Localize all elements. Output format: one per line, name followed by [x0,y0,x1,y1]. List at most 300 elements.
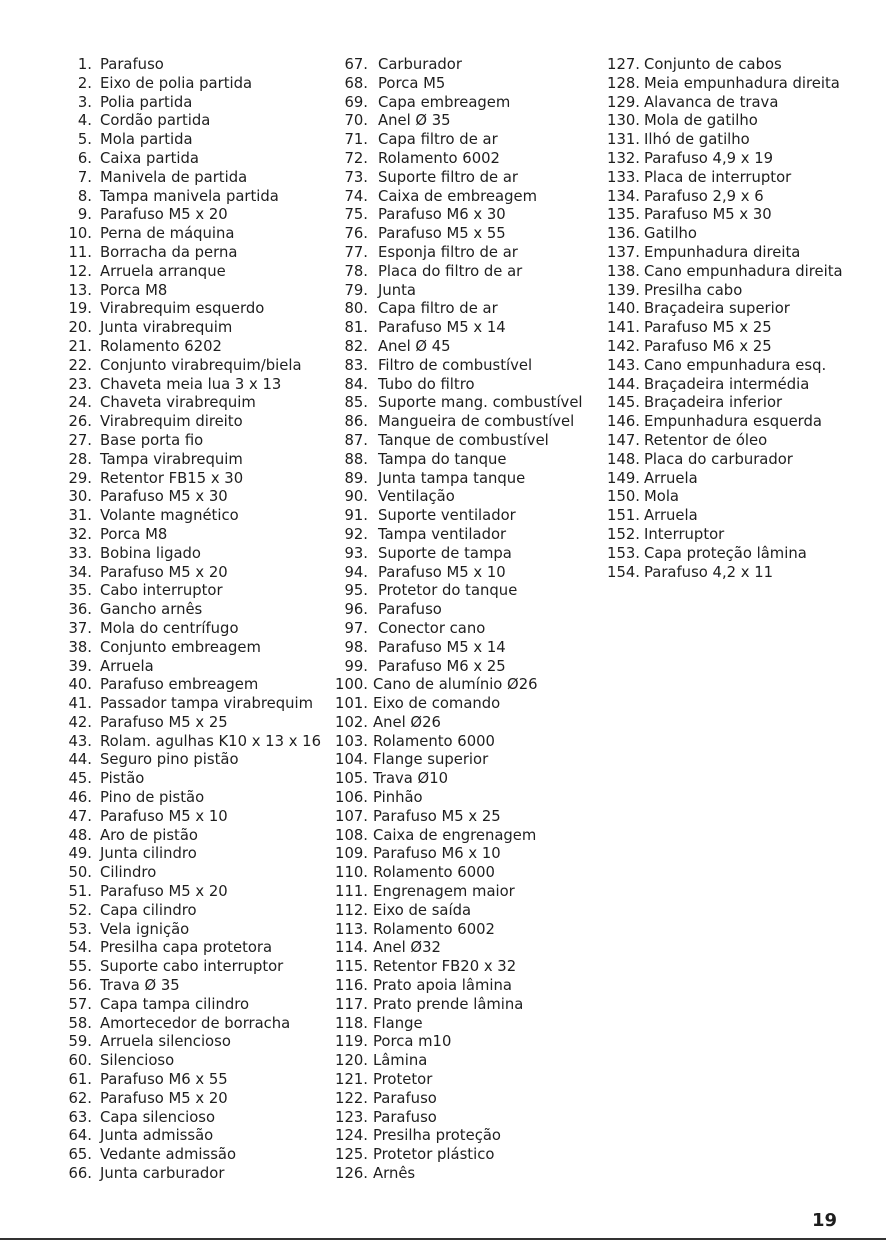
part-number: 143. [607,356,640,374]
part-list-item [600,376,870,395]
part-number: 40. [68,676,92,694]
part-number: 123. [335,1108,368,1126]
part-number: 20. [68,319,92,337]
part-list-item [328,883,598,902]
part-list-item [50,845,320,864]
part-number: 124. [335,1127,368,1145]
part-list-item [328,1033,598,1052]
part-name: Parafuso M5 x 10 [100,807,228,825]
part-list-item [328,526,598,545]
part-number: 125. [335,1146,368,1164]
part-list-item [50,921,320,940]
part-number: 56. [68,977,92,995]
part-number: 83. [344,356,368,374]
part-list-item [600,188,870,207]
part-number: 105. [335,770,368,788]
part-number: 137. [607,243,640,261]
part-list-item [50,206,320,225]
part-list-item [328,188,598,207]
part-name: Passador tampa virabrequim [100,695,314,713]
part-number: 90. [344,488,368,506]
part-list-item [600,507,870,526]
part-name: Arruela [644,507,698,525]
part-list-item [600,56,870,75]
part-name: Parafuso M6 x 25 [644,337,772,355]
part-number: 109. [335,845,368,863]
part-list-item [328,921,598,940]
part-name: Parafuso M6 x 25 [378,657,506,675]
part-name: Anel Ø 35 [378,112,451,130]
part-name: Conector cano [378,619,486,637]
part-name: Placa do carburador [644,450,793,468]
part-list-item [328,1165,598,1184]
part-list-item [328,319,598,338]
part-list-item [328,1127,598,1146]
part-list-item [50,357,320,376]
part-number: 67. [344,56,368,73]
part-name: Placa do filtro de ar [378,262,523,280]
part-number: 115. [335,958,368,976]
part-list-item [50,1127,320,1146]
part-name: Retentor de óleo [644,431,768,449]
part-name: Filtro de combustível [378,356,533,374]
part-name: Alavanca de trava [644,93,779,111]
part-number: 54. [68,939,92,957]
part-number: 48. [68,826,92,844]
part-name: Polia partida [100,93,193,111]
part-name: Seguro pino pistão [100,751,239,769]
part-number: 127. [607,56,640,73]
part-list-item [328,639,598,658]
part-name: Junta admissão [100,1127,214,1145]
part-number: 153. [607,544,640,562]
part-number: 117. [335,995,368,1013]
part-list-item [328,131,598,150]
part-list-item [328,470,598,489]
part-name: Parafuso embreagem [100,676,259,694]
part-name: Parafuso M6 x 55 [100,1071,228,1089]
part-list-item [50,1109,320,1128]
part-number: 19. [68,300,92,318]
part-name: Carburador [378,56,462,73]
part-name: Arruela arranque [100,262,226,280]
part-number: 28. [68,450,92,468]
part-name: Capa filtro de ar [378,131,498,149]
part-name: Vela ignição [100,920,190,938]
part-number: 65. [68,1146,92,1164]
part-number: 26. [68,413,92,431]
part-number: 107. [335,807,368,825]
part-list-item [328,1109,598,1128]
part-name: Manivela de partida [100,168,248,186]
part-number: 104. [335,751,368,769]
part-name: Parafuso M5 x 14 [378,319,506,337]
part-list-item [50,827,320,846]
part-name: Tanque de combustível [378,431,549,449]
parts-column-2 [328,56,598,1184]
part-list-item [328,394,598,413]
part-name: Parafuso M5 x 20 [100,563,228,581]
part-name: Arruela [100,657,154,675]
part-number: 93. [344,544,368,562]
part-list-item [50,131,320,150]
part-name: Prato apoia lâmina [373,977,512,995]
part-number: 95. [344,582,368,600]
part-name: Tampa virabrequim [100,450,243,468]
part-name: Porca m10 [373,1033,452,1051]
part-number: 87. [344,431,368,449]
part-name: Virabrequim direito [100,413,243,431]
part-number: 22. [68,356,92,374]
part-number: 64. [68,1127,92,1145]
part-number: 27. [68,431,92,449]
part-list-item [50,319,320,338]
part-name: Rolamento 6000 [373,864,495,882]
part-name: Amortecedor de borracha [100,1014,291,1032]
part-number: 63. [68,1108,92,1126]
part-list-item [50,658,320,677]
part-number: 49. [68,845,92,863]
part-list-item [50,470,320,489]
part-list-item [50,695,320,714]
part-number: 121. [335,1071,368,1089]
part-list-item [600,319,870,338]
part-number: 74. [344,187,368,205]
part-name: Parafuso M6 x 30 [378,206,506,224]
part-number: 111. [335,883,368,901]
part-list-item [600,169,870,188]
part-name: Conjunto de cabos [644,56,782,73]
part-number: 2. [77,74,92,92]
part-number: 55. [68,958,92,976]
part-name: Cano empunhadura esq. [644,356,827,374]
part-list-item [328,1015,598,1034]
part-list-item [50,394,320,413]
part-name: Eixo de polia partida [100,74,253,92]
part-number: 142. [607,337,640,355]
part-list-item [328,1071,598,1090]
part-name: Parafuso M5 x 10 [378,563,506,581]
part-list-item [328,206,598,225]
part-name: Presilha capa protetora [100,939,273,957]
part-number: 62. [68,1089,92,1107]
part-list-item [600,206,870,225]
part-list-item [50,996,320,1015]
part-name: Braçadeira intermédia [644,375,810,393]
part-name: Capa filtro de ar [378,300,498,318]
part-number: 80. [344,300,368,318]
part-list-item [50,169,320,188]
part-number: 148. [607,450,640,468]
part-number: 72. [344,149,368,167]
part-list-item [600,263,870,282]
part-number: 154. [607,563,640,581]
part-list-item [328,676,598,695]
part-name: Parafuso [373,1089,437,1107]
part-list-item [50,188,320,207]
part-number: 61. [68,1071,92,1089]
part-list-item [50,676,320,695]
part-list-item [328,958,598,977]
part-number: 101. [335,695,368,713]
part-name: Arnês [373,1165,416,1183]
part-list-item [50,338,320,357]
part-name: Cano empunhadura direita [644,262,843,280]
part-name: Chaveta virabrequim [100,394,256,412]
part-name: Porca M8 [100,281,168,299]
part-list-item [50,939,320,958]
part-name: Porca M8 [100,525,168,543]
part-list-item [50,770,320,789]
part-name: Capa embreagem [378,93,511,111]
part-list-item [328,225,598,244]
part-list-item [328,56,598,75]
part-list-item [50,244,320,263]
part-number: 86. [344,413,368,431]
part-list-item [600,131,870,150]
part-name: Mola do centrífugo [100,619,239,637]
part-number: 135. [607,206,640,224]
part-list-item [50,507,320,526]
part-name: Parafuso M5 x 55 [378,225,506,243]
part-number: 140. [607,300,640,318]
part-name: Braçadeira inferior [644,394,783,412]
part-name: Parafuso M5 x 30 [100,488,228,506]
part-number: 81. [344,319,368,337]
part-list-item [600,413,870,432]
part-name: Parafuso [373,1108,437,1126]
part-name: Trava Ø 35 [100,977,180,995]
part-number: 57. [68,995,92,1013]
part-number: 82. [344,337,368,355]
part-name: Arruela [644,469,698,487]
part-number: 34. [68,563,92,581]
part-name: Parafuso M5 x 20 [100,1089,228,1107]
part-number: 13. [68,281,92,299]
part-list-item [50,958,320,977]
part-number: 47. [68,807,92,825]
part-number: 84. [344,375,368,393]
part-name: Ventilação [378,488,455,506]
part-list-item [328,94,598,113]
part-list-item [600,150,870,169]
part-name: Pistão [100,770,145,788]
part-name: Parafuso 4,9 x 19 [644,149,774,167]
part-number: 29. [68,469,92,487]
part-list-item [328,338,598,357]
part-number: 10. [68,225,92,243]
part-name: Tampa do tanque [378,450,507,468]
part-name: Mangueira de combustível [378,413,575,431]
part-list-item [50,582,320,601]
part-list-item [600,526,870,545]
part-list-item [50,564,320,583]
part-number: 69. [344,93,368,111]
part-number: 98. [344,638,368,656]
part-number: 100. [335,676,368,694]
part-name: Chaveta meia lua 3 x 13 [100,375,282,393]
part-number: 112. [335,901,368,919]
part-list-item [50,1071,320,1090]
part-name: Rolamento 6002 [373,920,495,938]
part-number: 6. [77,149,92,167]
part-list-item [50,451,320,470]
part-name: Arruela silencioso [100,1033,231,1051]
part-list-item [600,75,870,94]
part-list-item [328,808,598,827]
part-number: 50. [68,864,92,882]
part-number: 68. [344,74,368,92]
part-list-item [50,413,320,432]
part-number: 150. [607,488,640,506]
part-list-item [50,56,320,75]
part-list-item [328,376,598,395]
part-name: Conjunto embreagem [100,638,261,656]
part-number: 33. [68,544,92,562]
part-number: 128. [607,74,640,92]
part-name: Bobina ligado [100,544,201,562]
part-number: 75. [344,206,368,224]
part-name: Mola [644,488,679,506]
part-name: Trava Ø10 [373,770,449,788]
part-list-item [328,601,598,620]
part-number: 5. [77,131,92,149]
part-list-item [50,376,320,395]
part-name: Parafuso M6 x 10 [373,845,501,863]
part-list-item [50,902,320,921]
part-name: Suporte de tampa [378,544,512,562]
part-list-item [328,1052,598,1071]
page-number: 19 [812,1210,838,1231]
part-number: 108. [335,826,368,844]
part-number: 7. [77,168,92,186]
part-name: Parafuso M5 x 14 [378,638,506,656]
part-number: 43. [68,732,92,750]
part-number: 59. [68,1033,92,1051]
part-list-item [600,488,870,507]
part-number: 30. [68,488,92,506]
part-name: Anel Ø26 [373,713,441,731]
part-number: 102. [335,713,368,731]
part-list-item [50,432,320,451]
part-list-item [600,338,870,357]
part-list-item [328,244,598,263]
part-name: Protetor do tanque [378,582,518,600]
part-number: 79. [344,281,368,299]
part-number: 4. [77,112,92,130]
part-list-item [328,770,598,789]
parts-column-3 [600,56,870,582]
part-list-item [328,733,598,752]
part-name: Gancho arnês [100,601,203,619]
part-list-item [328,300,598,319]
part-list-item [328,413,598,432]
part-list-item [50,733,320,752]
part-number: 138. [607,262,640,280]
part-name: Empunhadura esquerda [644,413,822,431]
part-number: 60. [68,1052,92,1070]
part-list-item [50,1165,320,1184]
part-number: 141. [607,319,640,337]
part-name: Vedante admissão [100,1146,237,1164]
part-number: 131. [607,131,640,149]
part-number: 89. [344,469,368,487]
part-list-item [50,112,320,131]
part-list-item [50,977,320,996]
part-number: 144. [607,375,640,393]
part-name: Pinhão [373,789,423,807]
part-name: Ilhó de gatilho [644,131,750,149]
part-list-item [50,263,320,282]
part-number: 152. [607,525,640,543]
part-list-item [50,526,320,545]
part-number: 85. [344,394,368,412]
part-name: Gatilho [644,225,697,243]
part-list-item [50,488,320,507]
part-list-item [600,300,870,319]
part-number: 77. [344,243,368,261]
part-name: Empunhadura direita [644,243,801,261]
part-name: Rolamento 6002 [378,149,500,167]
part-number: 136. [607,225,640,243]
part-number: 149. [607,469,640,487]
part-name: Suporte cabo interruptor [100,958,284,976]
part-name: Meia empunhadura direita [644,74,840,92]
part-name: Presilha proteção [373,1127,501,1145]
part-name: Retentor FB15 x 30 [100,469,244,487]
part-name: Protetor plástico [373,1146,495,1164]
part-name: Anel Ø 45 [378,337,451,355]
part-list-item [328,695,598,714]
part-number: 38. [68,638,92,656]
part-name: Eixo de saída [373,901,472,919]
part-name: Parafuso [378,601,442,619]
part-name: Capa proteção lâmina [644,544,807,562]
part-name: Prato prende lâmina [373,995,524,1013]
part-name: Flange [373,1014,423,1032]
part-number: 46. [68,789,92,807]
part-name: Caixa de engrenagem [373,826,537,844]
part-list-item [50,282,320,301]
part-name: Cordão partida [100,112,211,130]
part-name: Cabo interruptor [100,582,223,600]
part-list-item [50,1033,320,1052]
part-number: 21. [68,337,92,355]
part-name: Placa de interruptor [644,168,792,186]
part-name: Porca M5 [378,74,446,92]
part-list-item [50,94,320,113]
part-number: 41. [68,695,92,713]
part-list-item [50,714,320,733]
part-name: Borracha da perna [100,243,238,261]
part-name: Cano de alumínio Ø26 [373,676,538,694]
part-list-item [328,827,598,846]
part-list-item [328,996,598,1015]
part-list-item [50,864,320,883]
part-number: 122. [335,1089,368,1107]
part-number: 130. [607,112,640,130]
part-name: Rolam. agulhas K10 x 13 x 16 [100,732,321,750]
part-number: 147. [607,431,640,449]
part-name: Parafuso [100,56,164,73]
part-name: Braçadeira superior [644,300,790,318]
part-list-item [50,1146,320,1165]
part-name: Esponja filtro de ar [378,243,518,261]
part-list-item [328,432,598,451]
part-name: Parafuso M5 x 25 [373,807,501,825]
part-number: 66. [68,1165,92,1183]
part-list-item [50,1015,320,1034]
